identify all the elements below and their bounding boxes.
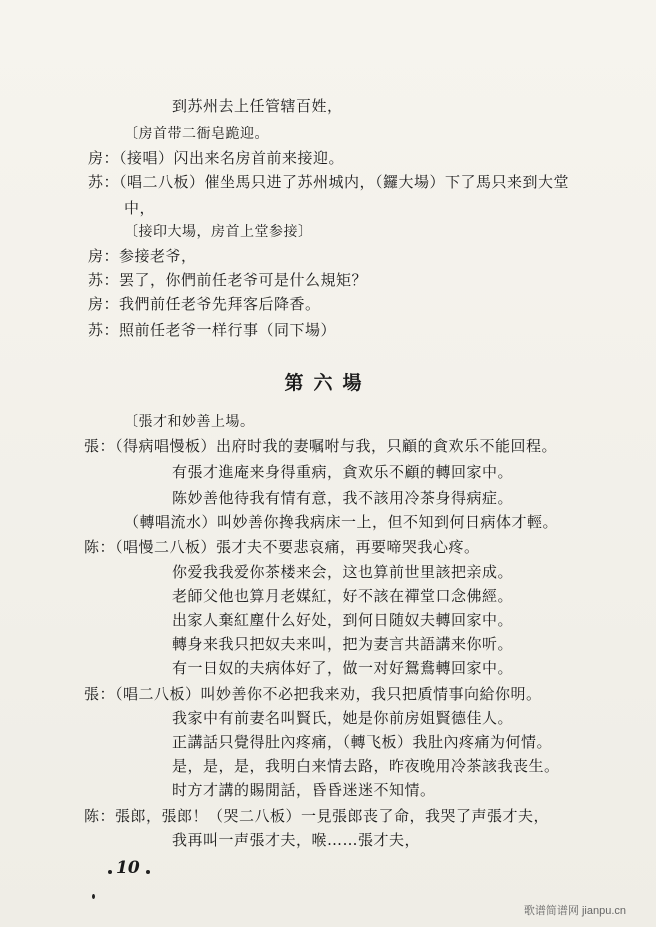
corner-mark [92, 894, 95, 899]
text-line: 陈：張郎，張郎！（哭二八板）一見張郎丧了命，我哭了声張才夫， [84, 807, 550, 825]
text-line: 到苏州去上任管辖百姓， [172, 97, 343, 115]
text-line: 你爱我我爱你茶楼来会，这也算前世里該把亲成。 [172, 563, 514, 581]
text-line: 張：（得病唱慢板）出府时我的妻嘱咐与我，只顧的貪欢乐不能回程。 [84, 437, 558, 455]
text-line: 陈：（唱慢二八板）張才夫不要悲哀痛，再要啼哭我心疼。 [84, 538, 480, 556]
text-line: 苏：（唱二八板）催坐馬只进了苏州城内，（鑼大場）下了馬只来到大堂 [88, 173, 570, 191]
text-line: 是，是，是，我明白来情去路，昨夜晚用冷茶該我丧生。 [172, 757, 560, 775]
text-line: 房：（接唱）闪出来名房首前来接迎。 [88, 149, 345, 167]
text-line: （轉唱流水）叫妙善你搀我病床一上，但不知到何日病体才輕。 [124, 513, 559, 531]
text-line: 时方才講的賜閒話，昏昏迷迷不知情。 [172, 781, 436, 799]
text-line: 轉身来我只把奴夫来叫，把为妻言共語講来你听。 [172, 635, 514, 653]
stage-direction: 〔張才和妙善上場。 [124, 414, 255, 430]
stage-direction: 〔房首带二衙皂跪迎。 [124, 126, 269, 142]
text-line: 有一日奴的夫病体好了，做一对好鴛鴦轉回家中。 [172, 659, 514, 677]
text-line: 苏：照前任老爷一样行事（同下場） [88, 321, 337, 339]
text-line: 房：参接老爷， [88, 247, 197, 265]
page-number-dot-right [146, 870, 150, 874]
stage-direction: 〔接印大場，房首上堂参接〕 [124, 224, 313, 240]
text-line: 出家人棄紅塵什么好处，到何日随奴夫轉回家中。 [172, 611, 514, 629]
watermark: 歌谱简谱网 jianpu.cn [523, 905, 626, 917]
text-line: 陈妙善他待我有情有意，我不該用冷茶身得病症。 [172, 489, 514, 507]
text-line: 我再叫一声張才夫，喉……張才夫， [172, 831, 421, 849]
text-line: 中， [124, 199, 156, 217]
text-line: 房：我們前任老爷先拜客后降香。 [88, 295, 321, 313]
text-line: 苏：罢了，你們前任老爷可是什么規矩？ [88, 271, 368, 289]
text-line: 我家中有前妻名叫賢氏，她是你前房姐賢德佳人。 [172, 709, 514, 727]
text-line: 正講話只覺得肚內疼痛，（轉飞板）我肚內疼痛为何情。 [172, 733, 553, 751]
text-line: 張：（唱二八板）叫妙善你不必把我来劝，我只把貭情事向給你明。 [84, 685, 542, 703]
text-line: 老師父他也算月老媒紅，好不該在禪堂口念佛經。 [172, 587, 514, 605]
page-number-text: 10 [116, 858, 140, 878]
page-number [88, 858, 140, 878]
text-line: 有張才進庵来身得重病，貪欢乐不顧的轉回家中。 [172, 463, 514, 481]
scene-heading: 第六場 [284, 372, 372, 394]
